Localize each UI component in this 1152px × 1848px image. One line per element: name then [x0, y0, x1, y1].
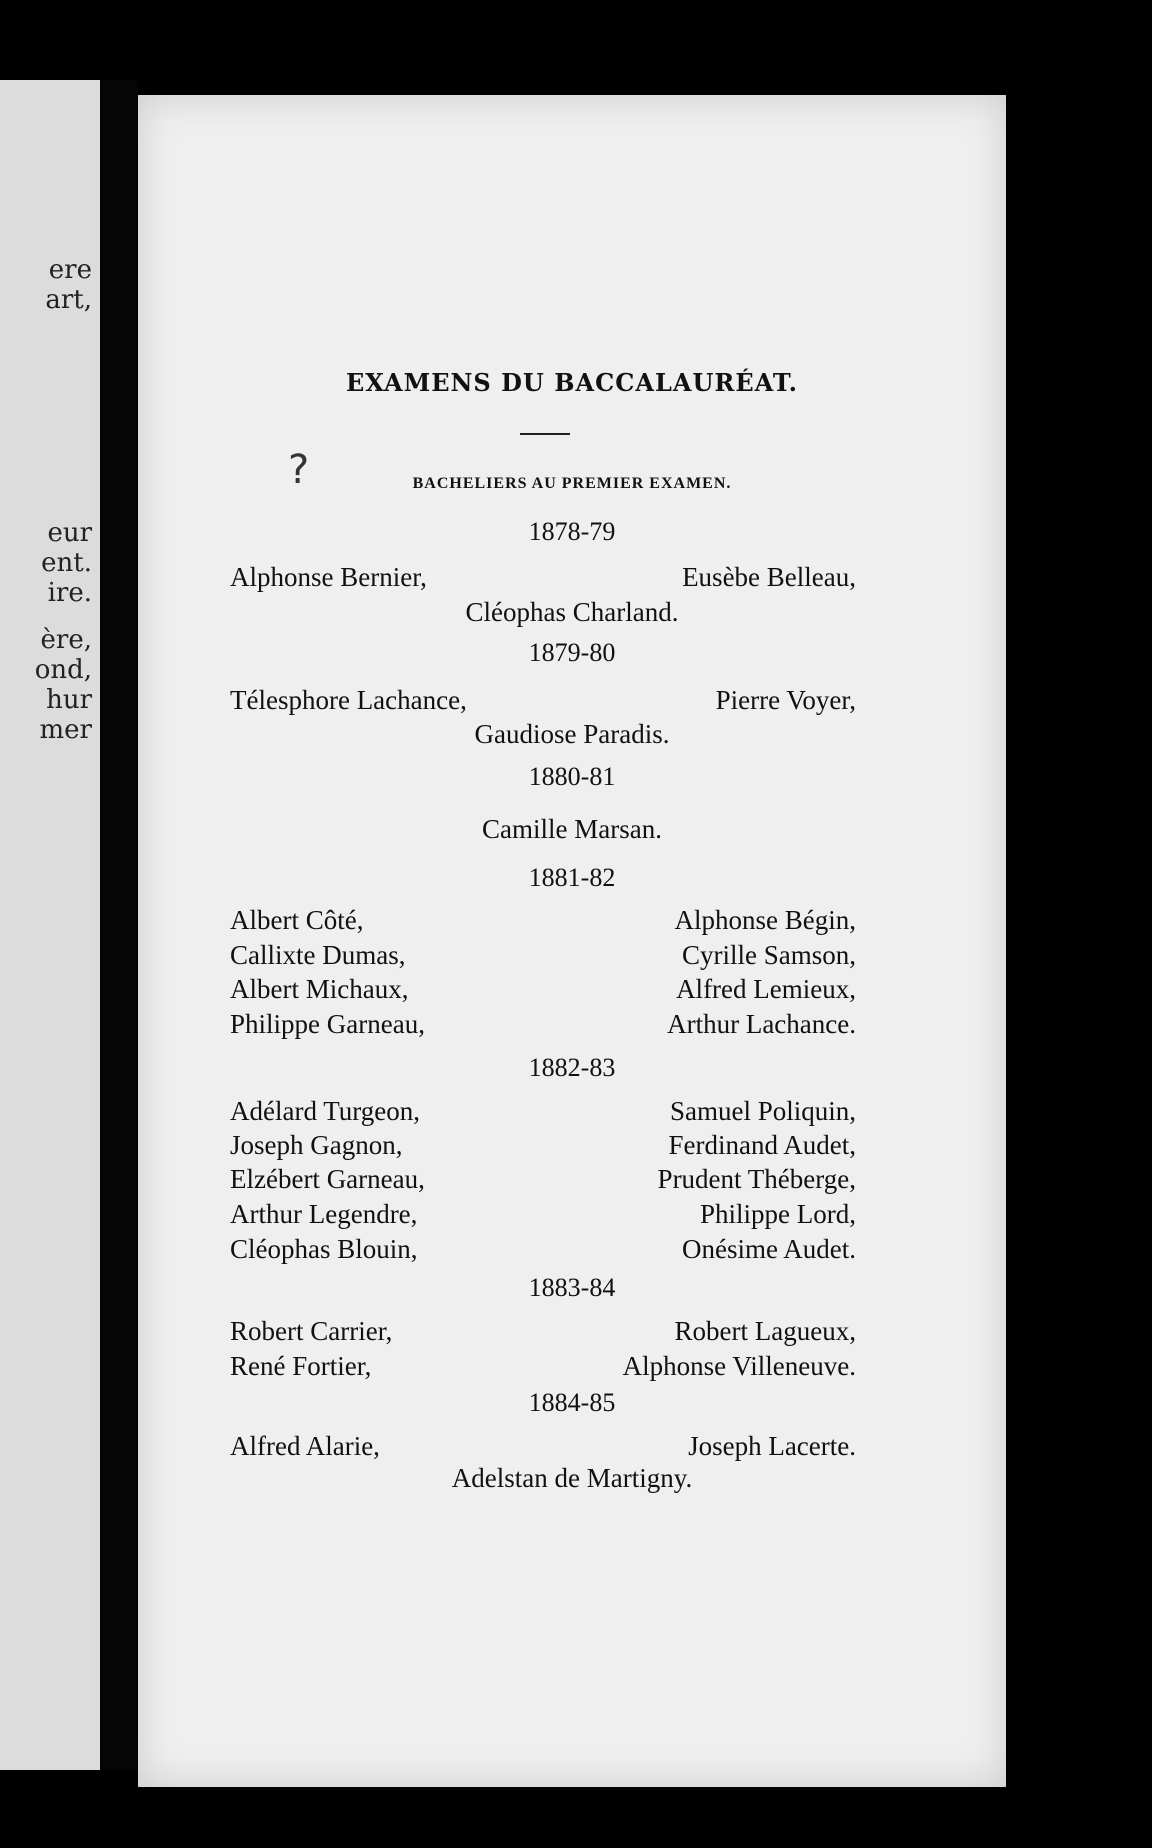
name-row — [138, 1199, 1006, 1233]
name-left: Arthur Legendre, — [230, 1199, 418, 1229]
name-row — [138, 1431, 1006, 1465]
name-row — [138, 562, 1006, 596]
name-left: Callixte Dumas, — [230, 940, 406, 970]
section-subtitle: BACHELIERS AU PREMIER EXAMEN. — [412, 475, 732, 492]
name-row — [138, 940, 1006, 974]
name-row — [138, 1164, 1006, 1198]
name-left: Albert Michaux, — [230, 974, 409, 1004]
name-row — [138, 974, 1006, 1008]
name-left: Albert Côté, — [230, 905, 364, 935]
year-heading: 1883-84 — [528, 1273, 616, 1302]
prev-page-fragment: ire. — [47, 578, 92, 608]
name-right: Joseph Lacerte. — [688, 1431, 856, 1461]
document-page — [138, 95, 1006, 1787]
name-centered: Adelstan de Martigny. — [451, 1463, 693, 1493]
name-row — [138, 1234, 1006, 1268]
name-right: Robert Lagueux, — [674, 1316, 856, 1346]
page-title: EXAMENS DU BACCALAURÉAT. — [345, 368, 799, 397]
name-right: Arthur Lachance. — [667, 1009, 856, 1039]
name-left: Elzébert Garneau, — [230, 1164, 425, 1194]
name-right: Alphonse Bégin, — [674, 905, 856, 935]
name-row — [138, 685, 1006, 719]
name-right: Pierre Voyer, — [715, 685, 856, 715]
name-left: Joseph Gagnon, — [230, 1130, 403, 1160]
name-centered: Cléophas Charland. — [465, 597, 679, 627]
year-heading: 1882-83 — [528, 1053, 616, 1082]
name-row — [138, 905, 1006, 939]
prev-page-fragment: ère, — [40, 625, 92, 655]
previous-page-edge — [0, 80, 100, 1770]
name-row — [138, 1316, 1006, 1350]
name-right: Eusèbe Belleau, — [682, 562, 856, 592]
prev-page-fragment: art, — [45, 285, 92, 315]
name-centered: Gaudiose Paradis. — [474, 719, 670, 749]
name-right: Samuel Poliquin, — [669, 1096, 856, 1126]
year-heading: 1878-79 — [528, 517, 616, 546]
prev-page-fragment: hur — [46, 685, 92, 715]
prev-page-fragment: ond, — [34, 655, 92, 685]
name-row — [138, 1096, 1006, 1130]
name-left: Adélard Turgeon, — [230, 1096, 421, 1126]
name-left: Alphonse Bernier, — [230, 562, 427, 592]
book-gutter — [100, 80, 138, 1770]
prev-page-fragment: ent. — [41, 548, 92, 578]
year-heading: 1881-82 — [528, 863, 616, 892]
name-left: Philippe Garneau, — [230, 1009, 425, 1039]
name-centered: Camille Marsan. — [482, 814, 662, 844]
name-left: René Fortier, — [230, 1351, 372, 1381]
prev-page-fragment: eur — [47, 518, 92, 548]
name-left: Alfred Alarie, — [230, 1431, 380, 1461]
name-right: Alfred Lemieux, — [676, 974, 856, 1004]
prev-page-fragment: ere — [48, 255, 92, 285]
name-row — [138, 1130, 1006, 1164]
name-left: Robert Carrier, — [230, 1316, 393, 1346]
prev-page-fragment: mer — [39, 715, 92, 745]
name-row — [138, 1351, 1006, 1385]
name-left: Télesphore Lachance, — [230, 685, 467, 715]
name-right: Alphonse Villeneuve. — [622, 1351, 856, 1381]
name-left: Cléophas Blouin, — [230, 1234, 418, 1264]
name-right: Ferdinand Audet, — [668, 1130, 856, 1160]
year-heading: 1880-81 — [528, 762, 616, 791]
name-right: Philippe Lord, — [700, 1199, 856, 1229]
name-right: Prudent Théberge, — [657, 1164, 856, 1194]
year-heading: 1879-80 — [528, 638, 616, 667]
handwritten-question-mark: ? — [288, 447, 310, 493]
year-heading: 1884-85 — [528, 1388, 616, 1417]
name-right: Onésime Audet. — [682, 1234, 856, 1264]
name-right: Cyrille Samson, — [682, 940, 856, 970]
name-row — [138, 1009, 1006, 1043]
title-divider — [520, 433, 570, 435]
